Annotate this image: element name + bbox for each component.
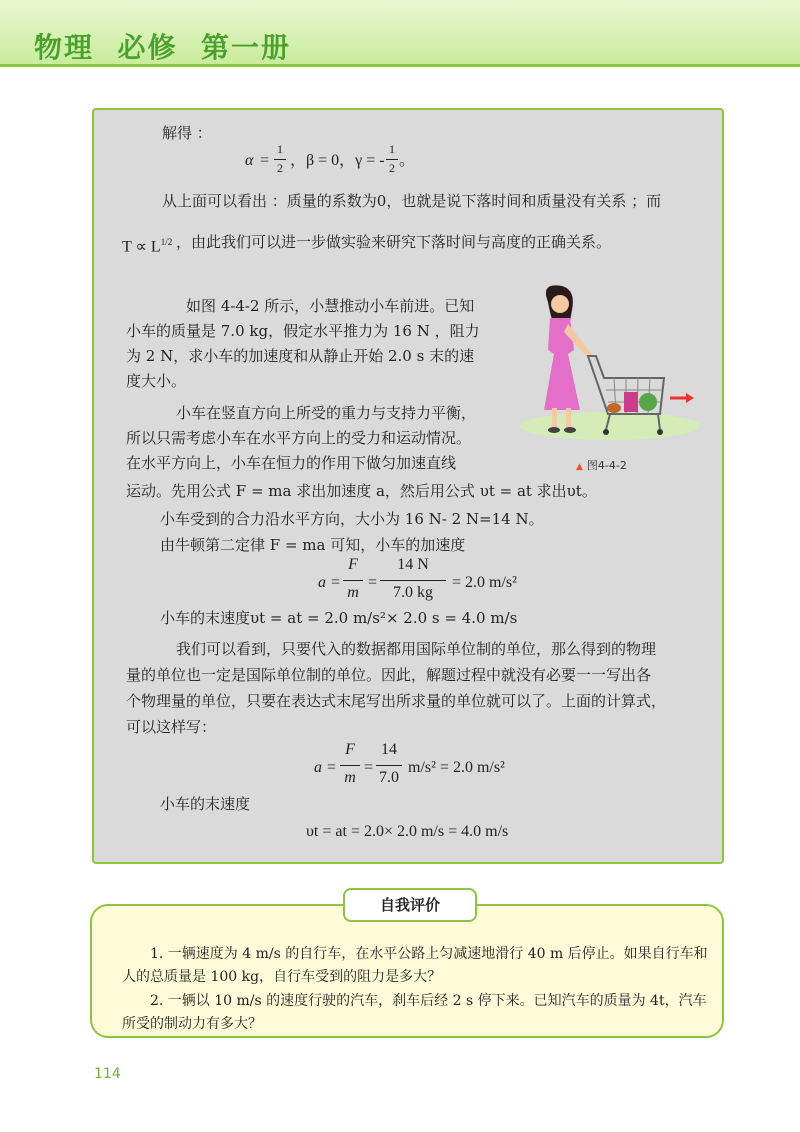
eq1-num2: 14 N xyxy=(397,556,429,573)
analysis-line-1: 小车在竖直方向上所受的重力与支持力平衡， xyxy=(176,404,477,422)
fraction-bar xyxy=(376,765,402,766)
figure-caption: ▲ 图4-4-2 xyxy=(576,459,627,472)
triangle-marker-icon: ▲ xyxy=(576,462,583,472)
eq-end: 。 xyxy=(399,152,416,169)
analysis-line-3: 在水平方向上，小车在恒力的作用下做匀加速直线 xyxy=(126,454,457,472)
eq1-den1: m xyxy=(347,584,359,601)
velocity-line: 小车的末速度υt = at = 2.0 m/s²× 2.0 s = 4.0 m/s xyxy=(160,609,518,627)
fraction-bar xyxy=(343,580,363,581)
question-2-line-2: 所受的制动力有多大？ xyxy=(122,1016,262,1032)
analysis-line-4: 运动。先用公式 F = ma 求出加速度 a，然后用公式 υt = at 求出υt。 xyxy=(126,482,597,500)
page-number: 114 xyxy=(94,1066,121,1082)
eq1-den2: 7.0 kg xyxy=(393,584,433,601)
eq1-rhs: = 2.0 m/s² xyxy=(452,574,517,591)
solution-intro: 解得 ： xyxy=(162,124,212,142)
problem-line-4: 度大小。 xyxy=(126,372,187,390)
problem-line-3: 为 2 N，求小车的加速度和从静止开始 2.0 s 末的速 xyxy=(126,347,475,365)
eq1-num1: F xyxy=(348,556,358,573)
eq2-num1: F xyxy=(345,741,355,758)
eq2-den1: m xyxy=(344,769,356,786)
analysis-line-2: 所以只需考虑小车在水平方向上的受力和运动情况。 xyxy=(126,429,472,447)
para2-line-1: 我们可以看到，只要代入的数据都用国际单位制的单位，那么得到的物理 xyxy=(176,640,657,658)
question-2-line-1: 2. 一辆以 10 m/s 的速度行驶的汽车，刹车后经 2 s 停下来。已知汽车的质量为 4t，汽车 xyxy=(150,993,707,1009)
self-evaluation-title: 自我评价 xyxy=(343,888,477,922)
eq2-lhs: a = xyxy=(314,759,337,776)
solution-line-2: ，由此我们可以进一步做实验来研究下落时间与高度的正确关系。 xyxy=(176,233,612,251)
newton-line: 由牛顿第二定律 F = ma 可知，小车的加速度 xyxy=(160,536,466,554)
half-denominator-2: 2 xyxy=(389,161,395,175)
question-1-line-1: 1. 一辆速度为 4 m/s 的自行车，在水平公路上匀减速地滑行 40 m 后停止。如果自行车和 xyxy=(150,946,708,962)
page-header xyxy=(0,0,800,67)
para2-line-3: 个物理量的单位，只要在表达式末尾写出所求量的单位就可以了。上面的计算式， xyxy=(126,692,667,710)
eq1-equals: = xyxy=(368,574,378,591)
eq2-den2: 7.0 xyxy=(379,769,399,786)
alpha-symbol: α xyxy=(245,152,254,169)
eq2-equals: = xyxy=(364,759,374,776)
fraction-bar xyxy=(274,159,286,160)
para2-line-2: 量的单位也一定是国际单位制的单位。因此，解题过程中就没有必要一一写出各 xyxy=(126,666,652,684)
eq2-rhs: m/s² = 2.0 m/s² xyxy=(408,759,505,776)
net-force-line: 小车受到的合力沿水平方向，大小为 16 N- 2 N=14 N。 xyxy=(160,510,544,528)
question-1-line-2: 人的总质量是 100 kg，自行车受到的阻力是多大？ xyxy=(122,969,442,985)
problem-line-2: 小车的质量是 7.0 kg，假定水平推力为 16 N ，阻力 xyxy=(126,322,480,340)
eq2-num2: 14 xyxy=(381,741,397,758)
eq1-lhs: a = xyxy=(318,574,341,591)
fraction-bar xyxy=(340,765,360,766)
eq-middle: ，β = 0，γ = - xyxy=(290,152,385,169)
half-numerator-2: 1 xyxy=(389,142,395,156)
para2-line-4: 可以这样写： xyxy=(126,718,217,736)
solution-line-1: 从上面可以看出 ：质量的系数为0，也就是说下落时间和质量没有关系 ；而 xyxy=(162,192,662,210)
proportional-formula: $T \propto L^{1/2}$ xyxy=(122,237,173,256)
half-denominator-1: 2 xyxy=(277,161,283,175)
girl-pushing-cart-illustration xyxy=(510,280,710,442)
half-numerator-1: 1 xyxy=(277,142,283,156)
final-velocity-equation: υt = at = 2.0× 2.0 m/s = 4.0 m/s xyxy=(306,823,509,840)
problem-line-1: 如图 4-4-2 所示，小慧推动小车前进。已知 xyxy=(186,297,475,315)
fraction-bar xyxy=(386,159,398,160)
final-velocity-label: 小车的末速度 xyxy=(160,795,251,813)
book-title: 物理 必修 第一册 xyxy=(34,31,291,64)
fraction-bar xyxy=(380,580,446,581)
